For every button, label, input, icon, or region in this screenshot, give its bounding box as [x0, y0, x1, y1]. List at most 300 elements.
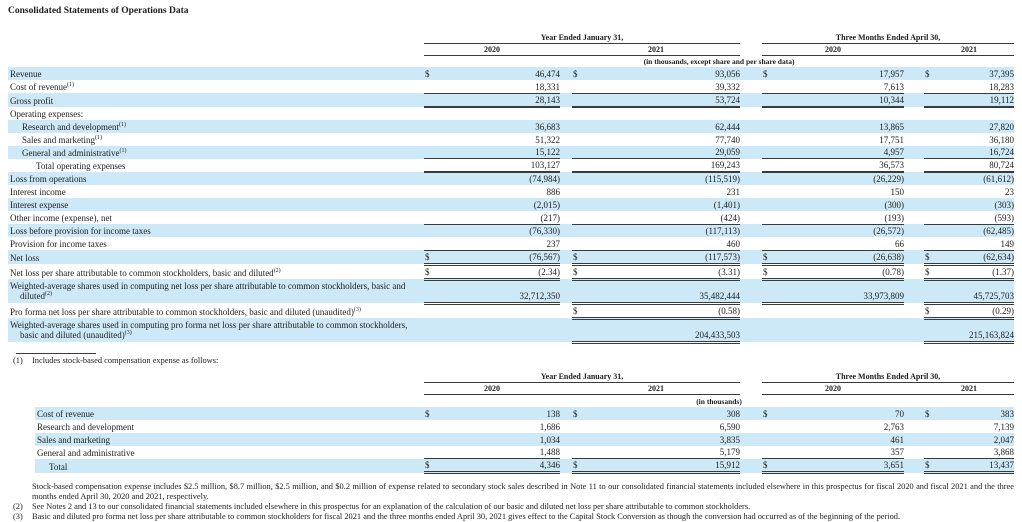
value-cell: 15,122: [440, 146, 560, 159]
value-cell: 1,488: [440, 446, 560, 459]
column-gap: [560, 318, 572, 342]
column-gap: [560, 446, 572, 459]
table-row: [8, 264, 1014, 279]
value-cell: 66: [778, 237, 904, 250]
dollar-sign-cell: [924, 80, 940, 93]
footnote-1-intro: [13, 356, 1022, 366]
column-gap: [740, 211, 762, 224]
dollar-sign-cell: [424, 120, 440, 133]
column-gap: [904, 433, 924, 446]
row-label: Gross profit: [8, 93, 424, 107]
table-row: [35, 459, 1014, 473]
column-gap: [904, 198, 924, 211]
value-cell: 10,344: [778, 93, 904, 107]
value-cell: 237: [440, 237, 560, 250]
footnote-reference: (1): [94, 134, 102, 141]
value-cell: 13,865: [778, 120, 904, 133]
footnote-reference: (1): [119, 147, 127, 154]
dollar-sign-cell: [762, 211, 778, 224]
year-gap: [904, 43, 924, 55]
footnote-text: Includes stock-based compensation expense as follows:: [32, 355, 219, 365]
column-gap: [740, 93, 762, 107]
column-gap: [904, 93, 924, 107]
value-cell: 62,444: [588, 120, 740, 133]
operations-table: [8, 31, 1014, 344]
dollar-sign-cell: [924, 185, 940, 198]
dollar-sign-cell: [924, 433, 940, 446]
value-cell: [778, 318, 904, 342]
dollar-sign-cell: $: [572, 264, 588, 279]
table-row: [8, 67, 1014, 80]
header-spacer: [8, 43, 424, 55]
group-gap: [740, 371, 762, 383]
value-cell: 18,283: [940, 80, 1014, 93]
dollar-sign-cell: [924, 198, 940, 211]
dollar-sign-cell: [424, 185, 440, 198]
table-row: [35, 407, 1014, 420]
table-row: [8, 107, 1014, 120]
column-gap: [560, 159, 572, 173]
row-label: Cost of revenue$^{(1)}$: [10, 82, 74, 92]
column-gap: [904, 224, 924, 237]
row-label: Sales and marketing$^{(1)}$: [22, 134, 102, 145]
column-gap: [740, 185, 762, 198]
table-row: [35, 420, 1014, 433]
value-cell: (0.29): [940, 303, 1014, 318]
row-label: Interest income: [10, 187, 66, 197]
dollar-sign-cell: [924, 420, 940, 433]
value-cell: 51,322: [535, 134, 560, 145]
column-gap: [740, 250, 762, 264]
column-gap: [904, 318, 924, 342]
dollar-sign-cell: $: [424, 459, 440, 473]
units-note: (in thousands): [696, 396, 742, 406]
column-gap: [560, 250, 572, 264]
value-cell: 1,686: [539, 421, 560, 432]
column-gap: [560, 279, 572, 303]
dollar-sign-cell: [424, 172, 440, 185]
value-cell: (217): [440, 211, 560, 224]
dollar-sign-cell: [924, 133, 940, 146]
dollar-sign-cell: [424, 237, 440, 250]
dollar-sign-cell: [924, 211, 940, 224]
value-cell: 103,127: [440, 159, 560, 173]
value-cell: 150: [890, 187, 905, 197]
column-gap: [740, 237, 762, 250]
value-cell: 15,912: [588, 459, 740, 473]
dollar-sign-cell: $: [572, 67, 588, 80]
value-cell: 6,590: [719, 421, 741, 432]
table-row: [8, 303, 1014, 318]
column-gap: [560, 133, 572, 146]
dollar-sign-cell: [572, 120, 588, 133]
value-cell: [778, 303, 904, 318]
dollar-sign-cell: [924, 279, 940, 303]
value-cell: (76,330): [440, 224, 560, 237]
dollar-sign-cell: [762, 279, 778, 303]
footnote-reference: (2): [45, 291, 52, 297]
column-gap: [560, 107, 572, 120]
footnote-reference: (2): [273, 268, 281, 274]
value-cell: 4,346: [440, 459, 560, 473]
dollar-sign-cell: [424, 303, 440, 318]
footnote-marker: (2): [13, 502, 23, 511]
column-gap: [740, 318, 762, 342]
footnote-reference: (1): [118, 121, 126, 128]
value-cell: 70: [778, 407, 904, 420]
table-row: [8, 198, 1014, 211]
dollar-sign-cell: [572, 133, 588, 146]
dollar-sign-cell: [762, 133, 778, 146]
footnote-marker: (3): [13, 512, 23, 521]
column-group-fiscal-year: Year Ended January 31,: [424, 371, 740, 383]
value-cell: 461: [778, 433, 904, 446]
column-gap: [904, 120, 924, 133]
footnote-text: Stock-based compensation expense includes $2.5 million, $8.7 million, $2.5 million, and $0.2 million of expense related to secondary stock sales described in Note 11 to our consolidated financial statements included elsewhere in this prospectus for fiscal 2020 and fiscal 2021 and the three months ended April 30, 2020 and 2021, respectively.: [32, 482, 1014, 501]
column-gap: [560, 172, 572, 185]
dollar-sign-cell: [762, 80, 778, 93]
value-cell: (1,401): [588, 198, 740, 211]
value-cell: 36,573: [778, 159, 904, 173]
value-cell: 308: [588, 407, 740, 420]
column-gap: [740, 446, 762, 459]
column-gap: [560, 459, 572, 473]
column-gap: [904, 250, 924, 264]
column-gap: [904, 67, 924, 80]
value-cell: [440, 318, 560, 342]
column-gap: [560, 211, 572, 224]
value-cell: (2.34): [440, 264, 560, 279]
dollar-sign-cell: [762, 120, 778, 133]
dollar-sign-cell: [424, 279, 440, 303]
column-gap: [740, 303, 762, 318]
value-cell: 28,143: [440, 93, 560, 107]
year-header: 2021: [924, 383, 1014, 395]
stock-compensation-table: [35, 371, 1014, 475]
column-gap: [560, 120, 572, 133]
row-label: Weighted-average shares used in computing pro forma net loss per share attributable to common stockholders, basic and diluted (unaudited)$^{(3)}$: [8, 318, 424, 342]
dollar-sign-cell: $: [924, 303, 940, 318]
dollar-sign-cell: $: [924, 407, 940, 420]
value-cell: 7,613: [778, 80, 904, 93]
column-gap: [904, 264, 924, 279]
dollar-sign-cell: [424, 433, 440, 446]
column-gap: [740, 433, 762, 446]
table-row: [8, 318, 1014, 342]
header-spacer: [35, 371, 424, 383]
dollar-sign-cell: [762, 446, 778, 459]
footnote-marker: (1): [13, 355, 23, 365]
table-row: [8, 80, 1014, 93]
value-cell: 36,180: [989, 134, 1015, 145]
dollar-sign-cell: $: [572, 303, 588, 318]
dollar-sign-cell: [424, 211, 440, 224]
value-cell: 29,059: [588, 146, 740, 159]
dollar-sign-cell: $: [924, 459, 940, 473]
value-cell: 460: [588, 237, 740, 250]
value-cell: 3,835: [588, 433, 740, 446]
value-cell: (193): [778, 211, 904, 224]
row-label: Loss from operations: [8, 172, 424, 185]
dollar-sign-cell: [762, 198, 778, 211]
dollar-sign-cell: [762, 107, 778, 120]
value-cell: (117,573): [588, 250, 740, 264]
column-gap: [904, 185, 924, 198]
dollar-sign-cell: [924, 159, 940, 173]
dollar-sign-cell: [572, 279, 588, 303]
dollar-sign-cell: $: [762, 459, 778, 473]
column-gap: [904, 172, 924, 185]
table-row: [8, 93, 1014, 107]
year-header: 2020: [762, 43, 904, 55]
row-label: Cost of revenue: [35, 407, 424, 420]
value-cell: 204,433,503: [588, 318, 740, 342]
group-header-row: [8, 31, 1014, 43]
table-row: [35, 446, 1014, 459]
column-gap: [740, 133, 762, 146]
row-label: Weighted-average shares used in computing net loss per share attributable to common stockholders, basic and diluted$^{(2)}$: [8, 279, 424, 303]
value-cell: 215,163,824: [940, 318, 1014, 342]
value-cell: 53,724: [588, 93, 740, 107]
table-row: [8, 133, 1014, 146]
value-cell: 39,332: [588, 80, 740, 93]
footnote-separator-rule: [16, 353, 96, 354]
column-gap: [904, 446, 924, 459]
value-cell: (2,015): [440, 198, 560, 211]
column-gap: [740, 407, 762, 420]
dollar-sign-cell: [424, 446, 440, 459]
column-gap: [560, 185, 572, 198]
footnotes-block: [13, 482, 1014, 522]
value-cell: 33,973,809: [778, 279, 904, 303]
value-cell: 23: [1005, 187, 1015, 197]
column-gap: [560, 407, 572, 420]
value-cell: 3,868: [940, 446, 1014, 459]
dollar-sign-cell: [572, 107, 588, 120]
dollar-sign-cell: [572, 446, 588, 459]
year-gap: [560, 383, 572, 395]
table-row: [8, 250, 1014, 264]
dollar-sign-cell: [424, 420, 440, 433]
value-cell: (62,634): [940, 250, 1014, 264]
value-cell: 2,763: [883, 421, 905, 432]
value-cell: 383: [940, 407, 1014, 420]
dollar-sign-cell: [424, 93, 440, 107]
table-row: [35, 433, 1014, 446]
value-cell: 37,395: [940, 67, 1014, 80]
group-gap: [740, 383, 762, 395]
year-header: 2020: [424, 383, 560, 395]
row-label: Total: [35, 459, 424, 473]
column-gap: [740, 159, 762, 173]
value-cell: 2,047: [940, 433, 1014, 446]
dollar-sign-cell: $: [572, 459, 588, 473]
value-cell: (76,567): [440, 250, 560, 264]
dollar-sign-cell: [572, 146, 588, 159]
dollar-sign-cell: [762, 420, 778, 433]
group-gap: [740, 43, 762, 55]
value-cell: 35,482,444: [588, 279, 740, 303]
row-label: Research and development$^{(1)}$: [8, 120, 424, 133]
value-cell: 7,139: [993, 421, 1015, 432]
column-gap: [740, 420, 762, 433]
dollar-sign-cell: [424, 80, 440, 93]
dollar-sign-cell: $: [762, 264, 778, 279]
value-cell: (61,612): [940, 172, 1014, 185]
column-gap: [740, 459, 762, 473]
dollar-sign-cell: [572, 198, 588, 211]
group-header-row: [35, 371, 1014, 383]
value-cell: (0.78): [778, 264, 904, 279]
page-title: Consolidated Statements of Operations Data: [8, 6, 189, 16]
dollar-sign-cell: [924, 172, 940, 185]
dollar-sign-cell: [762, 318, 778, 342]
column-gap: [904, 146, 924, 159]
row-label: Other income (expense), net: [10, 213, 112, 223]
column-gap: [560, 80, 572, 93]
dollar-sign-cell: $: [424, 264, 440, 279]
dollar-sign-cell: $: [924, 67, 940, 80]
dollar-sign-cell: [762, 146, 778, 159]
dollar-sign-cell: [424, 146, 440, 159]
column-gap: [560, 237, 572, 250]
column-gap: [904, 407, 924, 420]
value-cell: (26,572): [778, 224, 904, 237]
column-gap: [560, 433, 572, 446]
dollar-sign-cell: [572, 185, 588, 198]
dollar-sign-cell: [762, 185, 778, 198]
value-cell: 45,725,703: [940, 279, 1014, 303]
year-header: 2020: [762, 383, 904, 395]
value-cell: (74,984): [440, 172, 560, 185]
dollar-sign-cell: [762, 433, 778, 446]
year-header: 2021: [572, 383, 740, 395]
column-gap: [740, 120, 762, 133]
dollar-sign-cell: [572, 224, 588, 237]
value-cell: (0.58): [588, 303, 740, 318]
dollar-sign-cell: [924, 237, 940, 250]
dollar-sign-cell: [924, 224, 940, 237]
column-gap: [904, 279, 924, 303]
column-gap: [560, 67, 572, 80]
table-row: [8, 237, 1014, 250]
dollar-sign-cell: [572, 211, 588, 224]
value-cell: 3,651: [778, 459, 904, 473]
column-gap: [904, 133, 924, 146]
row-label: Total operating expenses: [36, 161, 126, 171]
value-cell: (3.31): [588, 264, 740, 279]
dollar-sign-cell: [924, 318, 940, 342]
column-gap: [740, 224, 762, 237]
column-gap: [560, 93, 572, 107]
dollar-sign-cell: [762, 237, 778, 250]
row-label: Loss before provision for income taxes: [8, 224, 424, 237]
row-label: Pro forma net loss per share attributable to common stockholders, basic and diluted (unaudited)$^{(3)}$: [10, 307, 361, 317]
dollar-sign-cell: $: [762, 250, 778, 264]
column-gap: [904, 237, 924, 250]
column-group-three-months: Three Months Ended April 30,: [762, 31, 1014, 43]
year-gap: [904, 383, 924, 395]
column-gap: [740, 264, 762, 279]
dollar-sign-cell: $: [762, 407, 778, 420]
value-cell: 138: [440, 407, 560, 420]
value-cell: (1.37): [940, 264, 1014, 279]
column-gap: [560, 264, 572, 279]
column-gap: [904, 420, 924, 433]
units-row: [8, 55, 1014, 67]
footnote-reference: (3): [353, 307, 361, 313]
dollar-sign-cell: $: [924, 264, 940, 279]
footnote-reference: (1): [66, 82, 74, 88]
year-gap: [560, 43, 572, 55]
group-gap: [740, 31, 762, 43]
value-cell: [778, 107, 904, 120]
value-cell: 5,179: [588, 446, 740, 459]
dollar-sign-cell: [572, 433, 588, 446]
value-cell: [440, 303, 560, 318]
value-cell: [940, 107, 1014, 120]
value-cell: 36,683: [440, 120, 560, 133]
column-gap: [740, 146, 762, 159]
table-row: [8, 146, 1014, 159]
column-gap: [740, 107, 762, 120]
row-label: Interest expense: [8, 198, 424, 211]
value-cell: (303): [940, 198, 1014, 211]
dollar-sign-cell: [924, 146, 940, 159]
dollar-sign-cell: [424, 133, 440, 146]
dollar-sign-cell: [572, 159, 588, 173]
footnote-text: See Notes 2 and 13 to our consolidated financial statements included elsewhere in this prospectus for an explanation of the calculation of our basic and diluted net loss per share attributable to common stockholders.: [32, 502, 751, 511]
column-gap: [740, 67, 762, 80]
table-row: [8, 211, 1014, 224]
column-gap: [904, 80, 924, 93]
value-cell: 16,724: [940, 146, 1014, 159]
column-gap: [740, 198, 762, 211]
value-cell: (117,113): [588, 224, 740, 237]
dollar-sign-cell: [572, 172, 588, 185]
table-row: [8, 159, 1014, 173]
header-spacer: [8, 31, 424, 43]
footnote: [13, 512, 1014, 522]
row-label: Research and development: [37, 421, 134, 432]
footnote-reference: (3): [124, 330, 132, 336]
dollar-sign-cell: [924, 107, 940, 120]
column-gap: [740, 279, 762, 303]
value-cell: 93,056: [588, 67, 740, 80]
dollar-sign-cell: $: [424, 250, 440, 264]
value-cell: (593): [940, 211, 1014, 224]
row-label: General and administrative: [37, 447, 135, 458]
value-cell: [440, 107, 560, 120]
dollar-sign-cell: [762, 93, 778, 107]
value-cell: 32,712,350: [440, 279, 560, 303]
dollar-sign-cell: [762, 303, 778, 318]
dollar-sign-cell: [924, 446, 940, 459]
row-label: Net loss: [8, 250, 424, 264]
column-gap: [740, 172, 762, 185]
value-cell: 17,957: [778, 67, 904, 80]
value-cell: 17,751: [879, 134, 905, 145]
year-header: 2021: [924, 43, 1014, 55]
year-header: 2021: [572, 43, 740, 55]
dollar-sign-cell: [424, 224, 440, 237]
column-gap: [560, 224, 572, 237]
footnote: [13, 502, 1014, 512]
column-gap: [904, 159, 924, 173]
column-gap: [904, 211, 924, 224]
value-cell: 27,820: [940, 120, 1014, 133]
column-group-three-months: Three Months Ended April 30,: [762, 371, 1014, 383]
